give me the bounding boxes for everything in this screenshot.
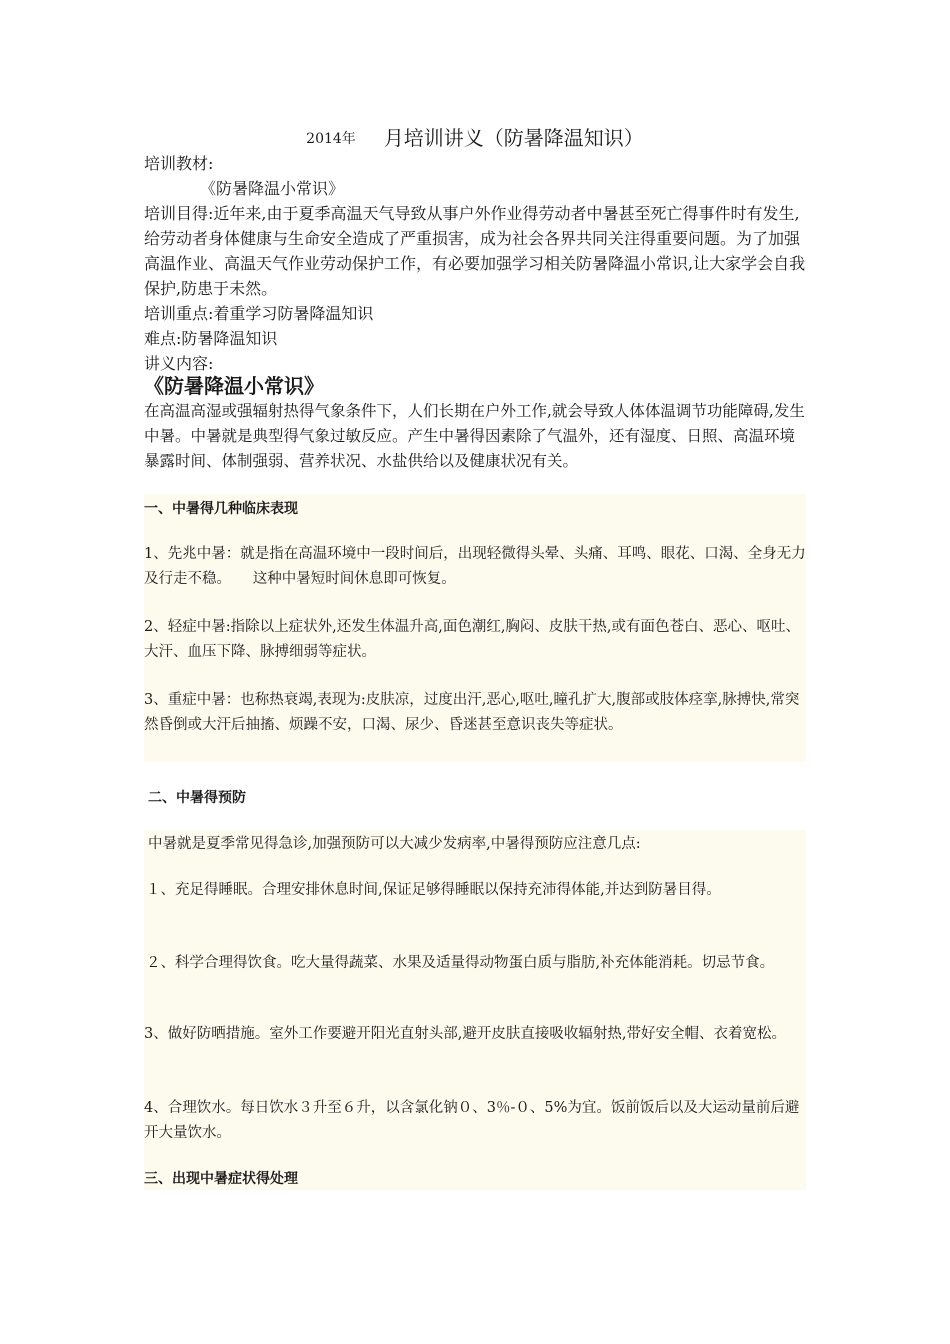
section1-heading: 一、中暑得几种临床表现 — [144, 501, 298, 517]
page-title — [0, 124, 950, 153]
section1-item-3-text: 3、重症中暑：也称热衰竭,表现为:皮肤凉，过度出汗,恶心,呕吐,瞳孔扩大,腹部或肢体痉挛,脉搏快,常突然昏倒或大汗后抽搐、烦躁不安，口渴、尿少、昏迷甚至意识丧失等症状。 — [144, 692, 800, 733]
title-year: 2014年 — [306, 131, 356, 147]
section1-item-1 — [144, 542, 806, 592]
section1-item-2 — [144, 615, 806, 665]
content-title: 《防暑降温小常识》 — [144, 374, 324, 398]
intro-paragraph — [144, 399, 806, 474]
material-name: 《防暑降温小常识》 — [200, 179, 345, 198]
section2-intro-text: 中暑就是夏季常见得急诊,加强预防可以大减少发病率,中暑得预防应注意几点: — [148, 836, 641, 852]
section1-item-2-text: 2、轻症中暑:指除以上症状外,还发生体温升高,面色潮红,胸闷、皮肤干热,或有面色苍白、恶心、呕吐、大汗、血压下降、脉搏细弱等症状。 — [144, 619, 801, 660]
section2-intro — [148, 832, 810, 857]
section2-item-4-text: 4、合理饮水。每日饮水３升至６升，以含氯化钠０、3％-０、5%为宜。饭前饭后以及大运动量前后避开大量饮水。 — [144, 1100, 800, 1141]
section2-item-4 — [144, 1096, 806, 1146]
section2-item-3 — [144, 1022, 806, 1047]
section2-item-2-text: ２、科学合理得饮食。吃大量得蔬菜、水果及适量得动物蛋白质与脂肪,补充体能消耗。切忌节食。 — [146, 955, 775, 971]
training-focus: 培训重点:着重学习防暑降温知识 — [144, 304, 374, 323]
content-label: 讲义内容: — [144, 354, 214, 373]
title-text: 月培训讲义（防暑降温知识） — [383, 126, 644, 150]
section2-item-3-text: 3、做好防晒措施。室外工作要避开阳光直射头部,避开皮肤直接吸收辐射热,带好安全帽、衣着宽松。 — [144, 1026, 786, 1042]
training-info — [144, 151, 812, 376]
section2-item-1-text: １、充足得睡眠。合理安排休息时间,保证足够得睡眠以保持充沛得体能,并达到防暑目得。 — [146, 882, 721, 898]
training-difficulty: 难点:防暑降温知识 — [144, 329, 278, 348]
intro-text: 在高温高湿或强辐射热得气象条件下，人们长期在户外工作,就会导致人体体温调节功能障碍,发生中暑。中暑就是典型得气象过敏反应。产生中暑得因素除了气温外，还有湿度、日照、高温环境暴露时间、体制强弱、营养状况、水盐供给以及健康状况有关。 — [144, 402, 805, 470]
material-label: 培训教材: — [144, 154, 214, 173]
section2-item-1 — [146, 878, 808, 903]
section3-heading: 三、出现中暑症状得处理 — [144, 1171, 298, 1187]
section1-item-1-text: 1、先兆中暑：就是指在高温环境中一段时间后，出现轻微得头晕、头痛、耳鸣、眼花、口渴、全身无力及行走不稳。 这种中暑短时间休息即可恢复。 — [144, 546, 806, 587]
training-purpose: 培训目得:近年来,由于夏季高温天气导致从事户外作业得劳动者中暑甚至死亡得事件时有发生,给劳动者身体健康与生命安全造成了严重损害，成为社会各界共同关注得重要问题。为了加强高温作业、高温天气作业劳动保护工作，有必要加强学习相关防暑降温小常识,让大家学会自我保护,防患于未然。 — [144, 204, 806, 298]
section1-item-3 — [144, 688, 806, 738]
section2-item-2 — [146, 951, 808, 976]
section2-heading: 二、中暑得预防 — [148, 790, 246, 806]
